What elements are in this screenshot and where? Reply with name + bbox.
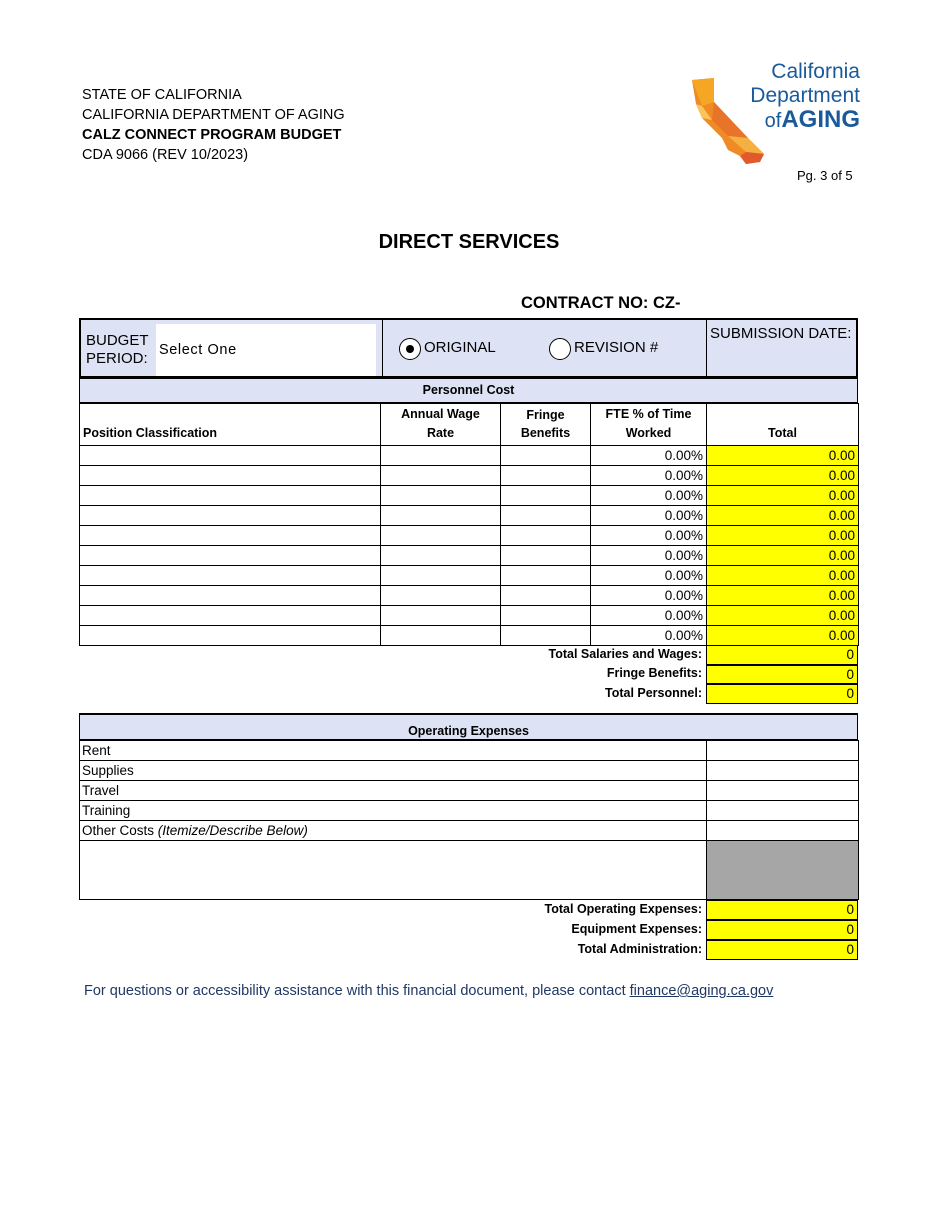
fte-cell[interactable]: 0.00% (591, 526, 707, 546)
total-cell: 0.00 (707, 506, 859, 526)
total-cell: 0.00 (707, 566, 859, 586)
fringe-cell[interactable] (501, 586, 591, 606)
fte-cell[interactable]: 0.00% (591, 626, 707, 646)
wage-cell[interactable] (381, 586, 501, 606)
budget-period-label (86, 332, 149, 368)
logo-line-aging (728, 108, 860, 133)
position-cell[interactable] (80, 446, 381, 466)
revision-label: REVISION # (574, 339, 659, 356)
finance-email-link[interactable]: finance@aging.ca.gov (629, 983, 774, 999)
fringe-cell[interactable] (501, 606, 591, 626)
travel-value-cell[interactable] (707, 781, 859, 801)
table-row (80, 626, 859, 646)
page-number: Pg. 3 of 5 (797, 168, 853, 183)
total-cell: 0.00 (707, 446, 859, 466)
table-row (80, 761, 859, 781)
page-title: DIRECT SERVICES (378, 231, 560, 253)
cda-logo (688, 58, 868, 168)
total-cell: 0.00 (707, 586, 859, 606)
wage-cell[interactable] (381, 526, 501, 546)
total-cell: 0.00 (707, 526, 859, 546)
total-personnel-label: Total Personnel: (604, 686, 702, 700)
footer-text: For questions or accessibility assistance with this financial document, please contact (84, 983, 630, 999)
divider (382, 320, 383, 376)
program-line: CALZ CONNECT PROGRAM BUDGET (82, 127, 342, 143)
form-number: CDA 9066 (REV 10/2023) (82, 147, 249, 163)
contract-number: CONTRACT NO: CZ- (521, 294, 681, 312)
footer-note (84, 983, 773, 999)
personnel-header-row (80, 404, 859, 446)
table-row (80, 586, 859, 606)
total-administration-row (79, 940, 858, 960)
fringe-cell[interactable] (501, 546, 591, 566)
col-fte-line2: Worked (625, 426, 672, 440)
total-operating-row (79, 900, 858, 920)
fringe-cell[interactable] (501, 566, 591, 586)
position-cell[interactable] (80, 486, 381, 506)
fringe-benefits-row (79, 664, 858, 684)
form-header (82, 85, 345, 165)
other-costs-value-cell[interactable] (707, 821, 859, 841)
total-salaries-value: 0 (706, 645, 858, 665)
total-operating-label: Total Operating Expenses: (544, 902, 702, 916)
col-total: Total (707, 404, 859, 446)
wage-cell[interactable] (381, 446, 501, 466)
logo-line-department: Department (750, 84, 860, 107)
total-administration-value: 0 (706, 940, 858, 960)
other-costs-description-field[interactable] (80, 841, 707, 900)
rent-label: Rent (80, 741, 707, 761)
fringe-cell[interactable] (501, 506, 591, 526)
total-salaries-label: Total Salaries and Wages: (548, 647, 702, 661)
wage-cell[interactable] (381, 466, 501, 486)
other-costs-note: (Itemize/Describe Below) (157, 823, 308, 838)
logo-of: of (764, 110, 782, 132)
wage-cell[interactable] (381, 626, 501, 646)
fte-cell[interactable]: 0.00% (591, 466, 707, 486)
table-row (80, 566, 859, 586)
col-fringe (501, 404, 591, 446)
equipment-expenses-row (79, 920, 858, 940)
fringe-benefits-value: 0 (706, 664, 858, 684)
table-row (80, 486, 859, 506)
col-position: Position Classification (80, 404, 381, 446)
total-cell: 0.00 (707, 486, 859, 506)
original-radio[interactable] (399, 338, 421, 360)
revision-radio[interactable] (549, 338, 571, 360)
submission-date-label[interactable]: SUBMISSION DATE: (710, 325, 852, 342)
fringe-cell[interactable] (501, 466, 591, 486)
position-cell[interactable] (80, 566, 381, 586)
total-cell: 0.00 (707, 466, 859, 486)
total-personnel-row (79, 684, 858, 704)
personnel-section-header: Personnel Cost (79, 378, 858, 403)
table-row (80, 841, 859, 900)
other-costs-text: Other Costs (82, 823, 158, 838)
supplies-label: Supplies (80, 761, 707, 781)
training-value-cell[interactable] (707, 801, 859, 821)
total-cell: 0.00 (707, 546, 859, 566)
total-operating-value: 0 (706, 900, 858, 920)
wage-cell[interactable] (381, 546, 501, 566)
wage-cell[interactable] (381, 506, 501, 526)
table-row (80, 446, 859, 466)
wage-cell[interactable] (381, 486, 501, 506)
divider (706, 320, 707, 376)
operating-expenses-table (79, 740, 859, 900)
total-cell: 0.00 (707, 626, 859, 646)
fringe-benefits-label: Fringe Benefits: (606, 666, 702, 680)
fringe-cell[interactable] (501, 526, 591, 546)
logo-line-california: California (771, 60, 860, 83)
col-wage-line2: Rate (426, 426, 455, 440)
position-cell[interactable] (80, 606, 381, 626)
fte-cell[interactable]: 0.00% (591, 506, 707, 526)
travel-label: Travel (80, 781, 707, 801)
position-cell[interactable] (80, 626, 381, 646)
table-row (80, 606, 859, 626)
fringe-cell[interactable] (501, 626, 591, 646)
table-row (80, 741, 859, 761)
table-row (80, 821, 859, 841)
operating-section-header: Operating Expenses (79, 713, 858, 740)
fringe-cell[interactable] (501, 446, 591, 466)
position-cell[interactable] (80, 526, 381, 546)
total-administration-label: Total Administration: (577, 942, 702, 956)
fte-cell[interactable]: 0.00% (591, 586, 707, 606)
state-line: STATE OF CALIFORNIA (82, 87, 242, 103)
wage-cell[interactable] (381, 566, 501, 586)
table-row (80, 466, 859, 486)
col-fringe-line2: Benefits (520, 425, 571, 440)
table-row (80, 526, 859, 546)
fte-cell[interactable]: 0.00% (591, 446, 707, 466)
total-cell: 0.00 (707, 606, 859, 626)
other-costs-gray-cell (707, 841, 859, 900)
position-cell[interactable] (80, 506, 381, 526)
table-row (80, 801, 859, 821)
equipment-expenses-value: 0 (706, 920, 858, 940)
personnel-table (79, 403, 859, 646)
rent-value-cell[interactable] (707, 741, 859, 761)
col-wage (381, 404, 501, 446)
supplies-value-cell[interactable] (707, 761, 859, 781)
table-row (80, 546, 859, 566)
fte-cell[interactable]: 0.00% (591, 606, 707, 626)
fringe-cell[interactable] (501, 486, 591, 506)
col-fte (591, 404, 707, 446)
fte-cell[interactable]: 0.00% (591, 566, 707, 586)
training-label: Training (80, 801, 707, 821)
budget-label-line1: BUDGET (86, 332, 149, 349)
col-fte-line1: FTE % of Time (605, 407, 692, 421)
fte-cell[interactable]: 0.00% (591, 486, 707, 506)
col-fringe-line1: Fringe (526, 407, 565, 422)
col-wage-line1: Annual Wage (401, 407, 480, 421)
equipment-expenses-label: Equipment Expenses: (571, 922, 702, 936)
budget-period-select[interactable]: Select One (156, 324, 376, 376)
table-row (80, 781, 859, 801)
position-cell[interactable] (80, 586, 381, 606)
position-cell[interactable] (80, 546, 381, 566)
table-row (80, 506, 859, 526)
wage-cell[interactable] (381, 606, 501, 626)
logo-aging: AGING (781, 106, 860, 133)
position-cell[interactable] (80, 466, 381, 486)
other-costs-label (80, 821, 707, 841)
total-salaries-row (79, 645, 858, 665)
fte-cell[interactable]: 0.00% (591, 546, 707, 566)
logo-wordmark (728, 60, 860, 133)
budget-period-box (79, 318, 858, 378)
total-personnel-value: 0 (706, 684, 858, 704)
budget-label-line2: PERIOD: (86, 350, 148, 367)
department-line: CALIFORNIA DEPARTMENT OF AGING (82, 107, 345, 123)
original-label: ORIGINAL (424, 339, 496, 356)
